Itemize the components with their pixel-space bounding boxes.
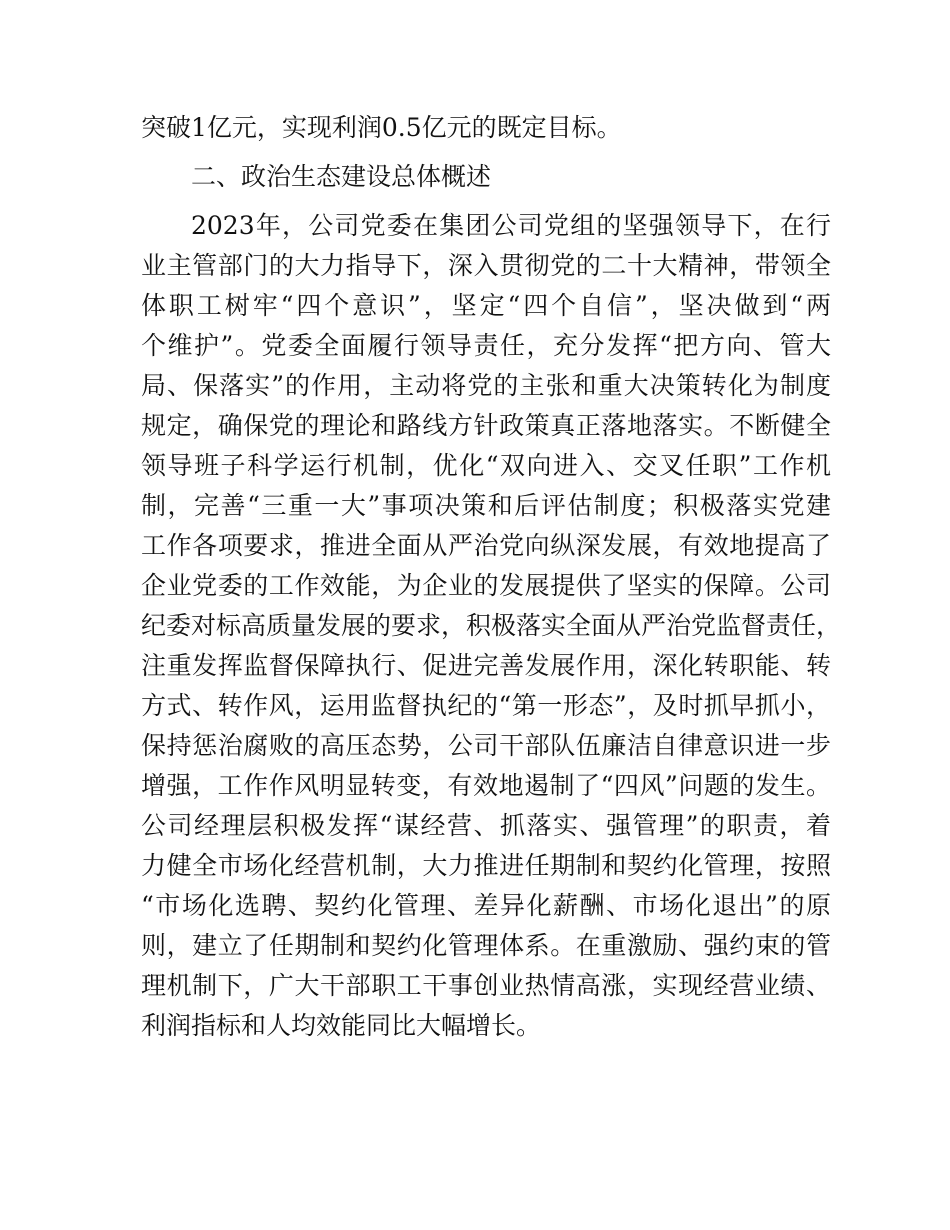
paragraph-line: 2023年，公司党委在集团公司党组的坚强领导下，在行 <box>191 211 831 240</box>
paragraph-line: 增强，工作作风明显转变，有效地遏制了“四风”问题的发生。 <box>141 771 831 800</box>
paragraph-line: 方式、转作风，运用监督执纪的“第一形态”，及时抓早抓小， <box>141 691 831 720</box>
paragraph-line: 业主管部门的大力指导下，深入贯彻党的二十大精神，带领全 <box>141 251 831 280</box>
paragraph-line: 企业党委的工作效能，为企业的发展提供了坚实的保障。公司 <box>141 571 831 600</box>
paragraph-line: 工作各项要求，推进全面从严治党向纵深发展，有效地提高了 <box>141 531 831 560</box>
paragraph-line: 力健全市场化经营机制，大力推进任期制和契约化管理，按照 <box>141 851 831 880</box>
paragraph-line: 制，完善“三重一大”事项决策和后评估制度；积极落实党建 <box>141 491 831 520</box>
paragraph-line: 则，建立了任期制和契约化管理体系。在重激励、强约束的管 <box>141 931 831 960</box>
paragraph-line: 保持惩治腐败的高压态势，公司干部队伍廉洁自律意识进一步 <box>141 731 831 760</box>
paragraph-line: 局、保落实”的作用，主动将党的主张和重大决策转化为制度 <box>141 371 831 400</box>
section-heading: 二、政治生态建设总体概述 <box>191 162 492 191</box>
paragraph-line: 规定，确保党的理论和路线方针政策真正落地落实。不断健全 <box>141 411 831 440</box>
paragraph-line: 理机制下，广大干部职工干事创业热情高涨，实现经营业绩、 <box>141 971 831 1000</box>
paragraph <box>141 206 842 1046</box>
paragraph-line: 注重发挥监督保障执行、促进完善发展作用，深化转职能、转 <box>141 651 831 680</box>
continuation-line: 突破1亿元，实现利润0.5亿元的既定目标。 <box>141 113 622 142</box>
paragraph-line: “市场化选聘、契约化管理、差异化薪酬、市场化退出”的原 <box>141 891 831 920</box>
paragraph-line: 纪委对标高质量发展的要求，积极落实全面从严治党监督责任， <box>141 611 842 640</box>
paragraph-line: 体职工树牢“四个意识”，坚定“四个自信”，坚决做到“两 <box>141 291 831 320</box>
document-body <box>141 108 842 1046</box>
paragraph-line: 个维护”。党委全面履行领导责任，充分发挥“把方向、管大 <box>141 331 831 360</box>
paragraph-line: 利润指标和人均效能同比大幅增长。 <box>141 1011 542 1040</box>
paragraph-line: 公司经理层积极发挥“谋经营、抓落实、强管理”的职责，着 <box>141 811 831 840</box>
paragraph-line: 领导班子科学运行机制，优化“双向进入、交叉任职”工作机 <box>141 451 831 480</box>
